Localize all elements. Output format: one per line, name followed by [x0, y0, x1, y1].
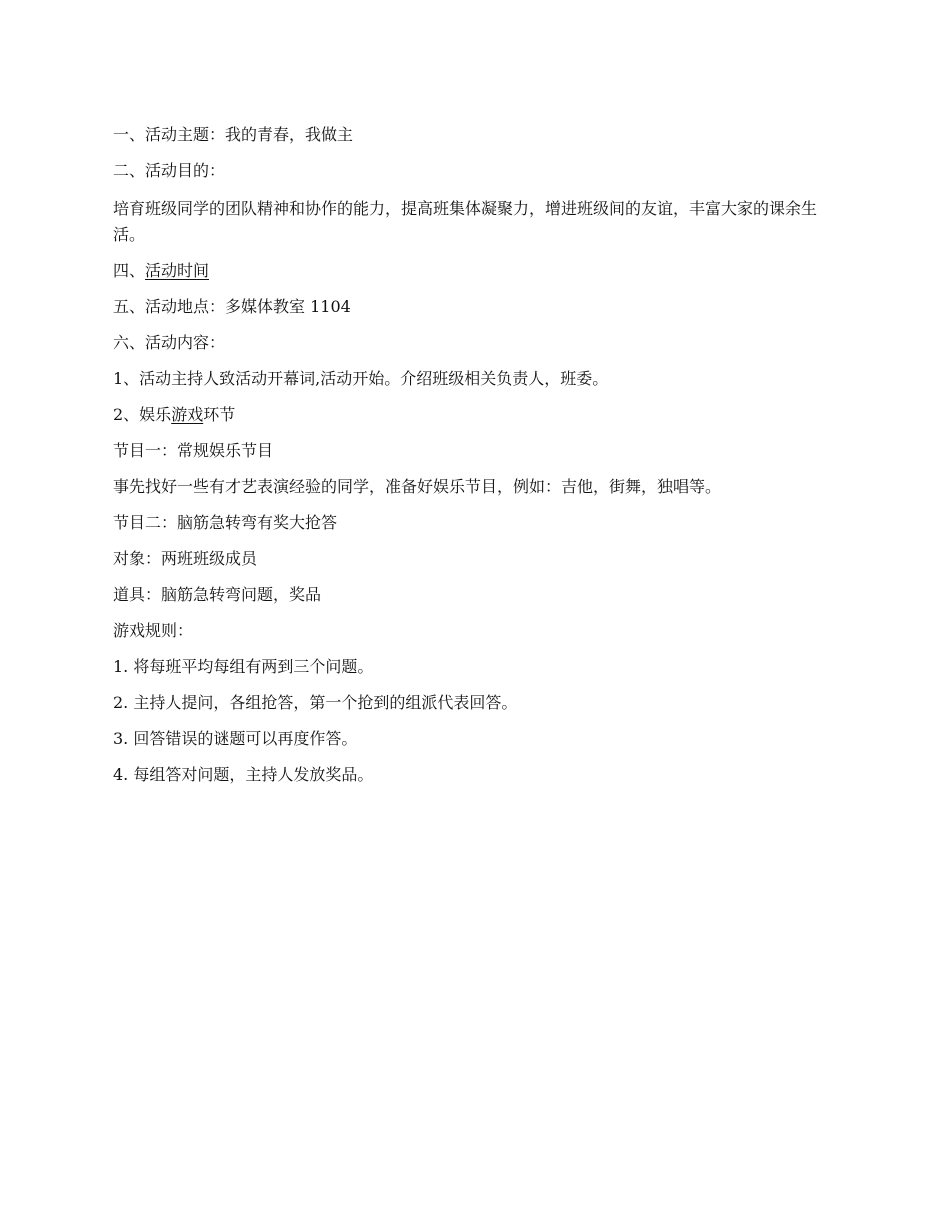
purpose-text: 培育班级同学的团队精神和协作的能力，提高班集体凝聚力，增进班级间的友谊，丰富大家的课余生活。	[113, 199, 818, 244]
rule-item: 3. 回答错误的谜题可以再度作答。	[113, 729, 358, 748]
program-1-title: 节目一：常规娱乐节目	[113, 441, 274, 460]
target-audience: 对象：两班班级成员	[113, 549, 258, 568]
activity-time-link[interactable]: 活动时间	[145, 261, 210, 280]
activity-location: 五、活动地点：多媒体教室 1104	[113, 297, 351, 316]
rule-item: 4. 每组答对问题，主持人发放奖品。	[113, 765, 374, 784]
purpose-heading: 二、活动目的：	[113, 161, 226, 180]
activity-theme: 一、活动主题：我的青春，我做主	[113, 125, 354, 144]
step-2-suffix: 环节	[203, 405, 236, 424]
props: 道具：脑筋急转弯问题，奖品	[113, 585, 322, 604]
program-1-text: 事先找好一些有才艺表演经验的同学，准备好娱乐节目，例如：吉他，街舞，独唱等。	[113, 477, 722, 496]
program-2-title: 节目二：脑筋急转弯有奖大抢答	[113, 513, 338, 532]
step-2	[113, 404, 843, 426]
content-heading: 六、活动内容：	[113, 333, 226, 352]
rule-item: 2. 主持人提问，各组抢答，第一个抢到的组派代表回答。	[113, 693, 518, 712]
rules-heading: 游戏规则：	[113, 621, 194, 640]
game-link[interactable]: 游戏	[171, 405, 204, 424]
step-2-prefix: 2、娱乐	[113, 405, 172, 424]
rule-item: 1. 将每班平均每组有两到三个问题。	[113, 657, 374, 676]
step-1: 1、活动主持人致活动开幕词,活动开始。介绍班级相关负责人，班委。	[113, 369, 609, 388]
activity-time-prefix: 四、	[113, 261, 146, 280]
document-body	[113, 124, 843, 800]
activity-time	[113, 260, 843, 282]
